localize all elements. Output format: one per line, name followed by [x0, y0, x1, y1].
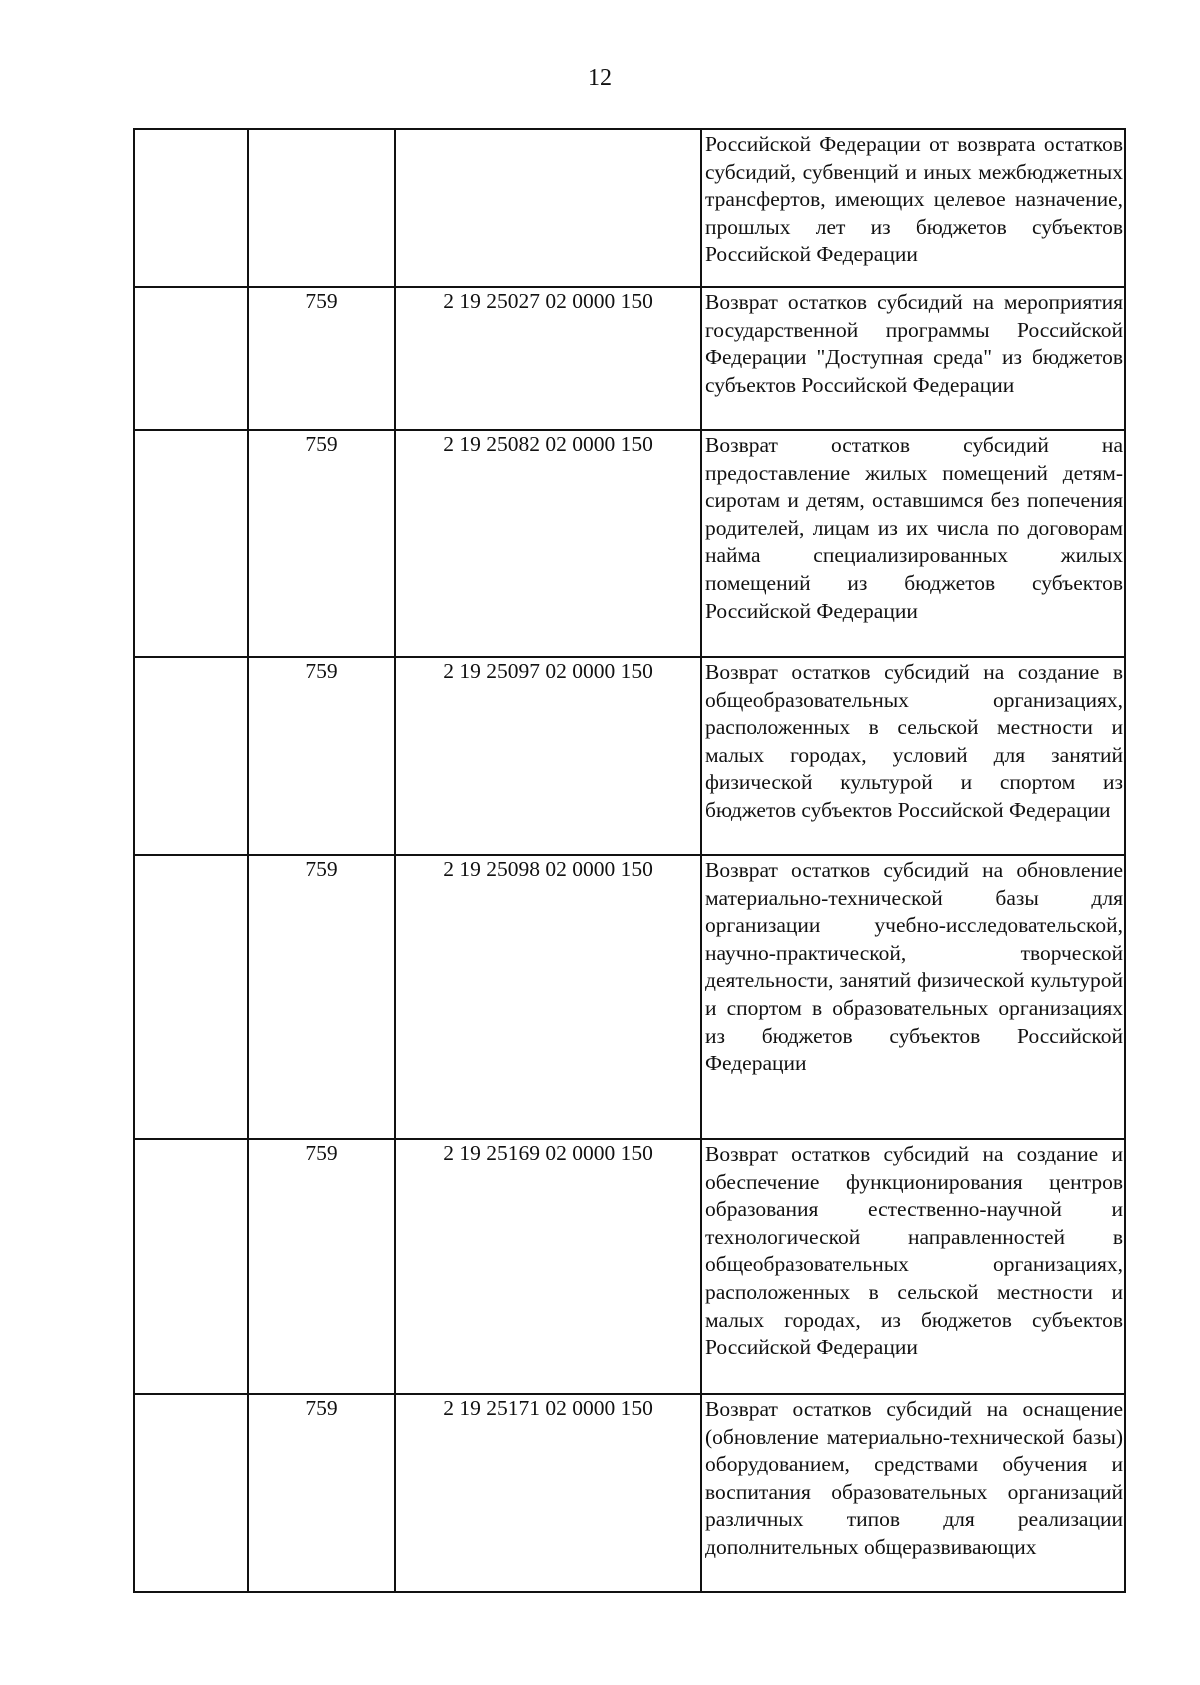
description-cell: Возврат остатков субсидий на мероприятия государственной программы Российской Федерации "Доступная среда" из бюджетов субъектов Российской Федерации	[701, 287, 1125, 430]
table-row	[134, 287, 1125, 430]
description-cell: Российской Федерации от возврата остатков субсидий, субвенций и иных межбюджетных трансфертов, имеющих целевое назначение, прошлых лет из бюджетов субъектов Российской Федерации	[701, 129, 1125, 287]
admin-code-cell: 759	[248, 855, 395, 1139]
table-cell-empty	[134, 430, 248, 657]
table-row	[134, 657, 1125, 855]
kbk-code-cell: 2 19 25171 02 0000 150	[395, 1394, 701, 1592]
table-cell-empty	[134, 1394, 248, 1592]
kbk-code-cell: 2 19 25169 02 0000 150	[395, 1139, 701, 1394]
admin-code-cell	[248, 129, 395, 287]
table-row	[134, 129, 1125, 287]
kbk-code-cell: 2 19 25097 02 0000 150	[395, 657, 701, 855]
admin-code-cell: 759	[248, 430, 395, 657]
table-cell-empty	[134, 1139, 248, 1394]
admin-code-cell: 759	[248, 1394, 395, 1592]
table-cell-empty	[134, 657, 248, 855]
description-cell: Возврат остатков субсидий на создание и обеспечение функционирования центров образования естественно-научной и технологической направленностей в общеобразовательных организациях, расположенных в сельской местности и малых городах, из бюджетов субъектов Российской Федерации	[701, 1139, 1125, 1394]
kbk-code-cell	[395, 129, 701, 287]
description-cell: Возврат остатков субсидий на создание в общеобразовательных организациях, расположенных в сельской местности и малых городах, условий для занятий физической культурой и спортом из бюджетов субъектов Российской Федерации	[701, 657, 1125, 855]
table-cell-empty	[134, 855, 248, 1139]
table-cell-empty	[134, 287, 248, 430]
admin-code-cell: 759	[248, 1139, 395, 1394]
table-cell-empty	[134, 129, 248, 287]
description-cell: Возврат остатков субсидий на предоставление жилых помещений детям-сиротам и детям, оставшимся без попечения родителей, лицам из их числа по договорам найма специализированных жилых помещений из бюджетов субъектов Российской Федерации	[701, 430, 1125, 657]
table-row	[134, 1139, 1125, 1394]
page-number: 12	[588, 65, 612, 91]
description-cell: Возврат остатков субсидий на оснащение (обновление материально-технической базы) оборудованием, средствами обучения и воспитания образовательных организаций различных типов для реализации дополнительных общеразвивающих	[701, 1394, 1125, 1592]
table-row	[134, 1394, 1125, 1592]
kbk-code-cell: 2 19 25027 02 0000 150	[395, 287, 701, 430]
admin-code-cell: 759	[248, 287, 395, 430]
admin-code-cell: 759	[248, 657, 395, 855]
kbk-code-cell: 2 19 25082 02 0000 150	[395, 430, 701, 657]
table-row	[134, 855, 1125, 1139]
table-row	[134, 430, 1125, 657]
description-cell: Возврат остатков субсидий на обновление материально-технической базы для организации учебно-исследовательской, научно-практической, творческой деятельности, занятий физической культурой и спортом в образовательных организациях из бюджетов субъектов Российской Федерации	[701, 855, 1125, 1139]
kbk-code-cell: 2 19 25098 02 0000 150	[395, 855, 701, 1139]
budget-classification-table	[133, 128, 1126, 1593]
